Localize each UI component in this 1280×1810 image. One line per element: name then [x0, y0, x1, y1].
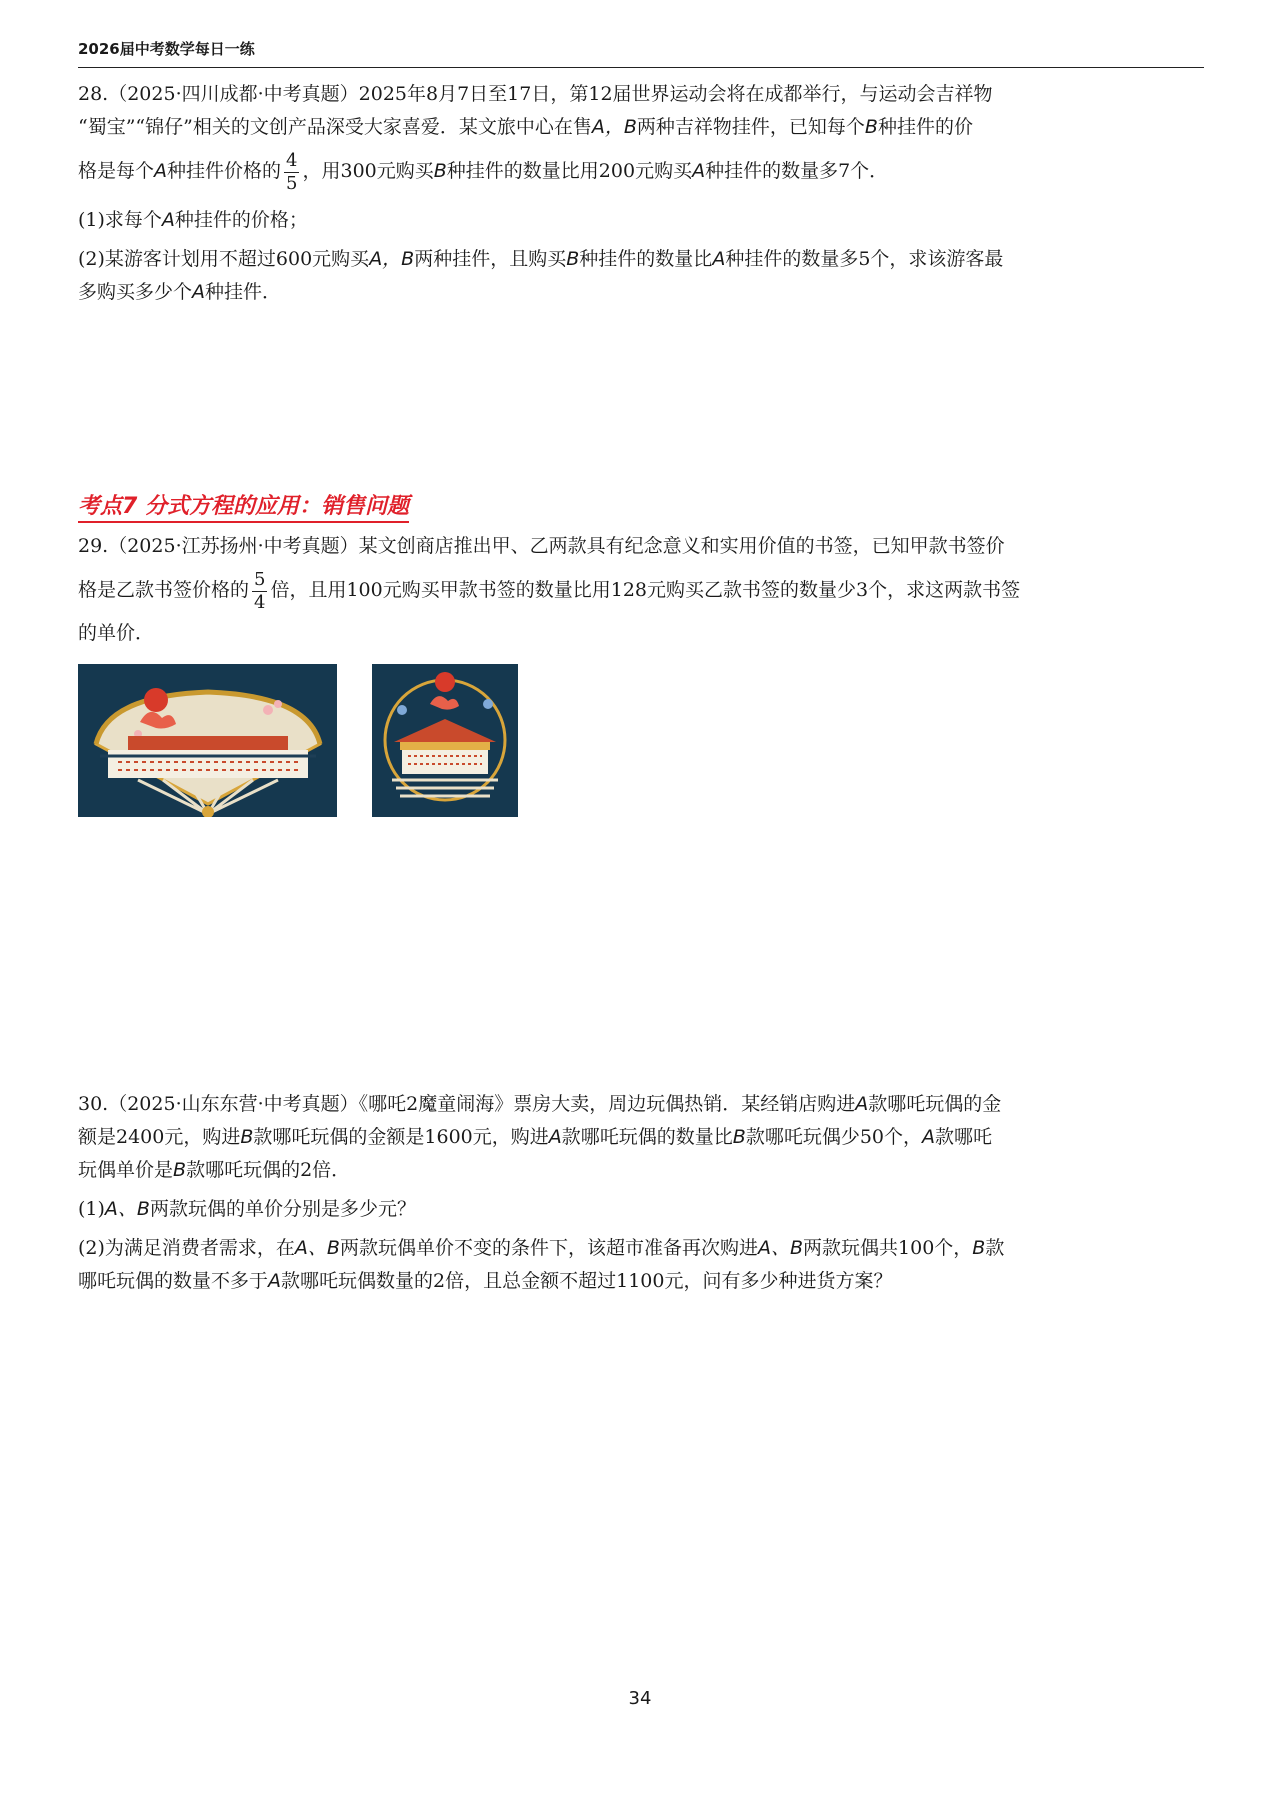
- document-header: [78, 38, 1204, 68]
- q30-part-2: (2)为满足消费者需求，在A、B两款玩偶单价不变的条件下，该超市准备再次购进A、B两款玩偶共100个，B款: [78, 1237, 1005, 1259]
- question-28: 28.（2025·四川成都·中考真题）2025年8月7日至17日，第12届世界运动会将在成都举行，与运动会吉祥物 “蜀宝”“锦仔”相关的文创产品深受大家喜爱．某文旅中心在售A，B两种吉祥物挂件，已知每个B种挂件的价 格是每个A种挂件价格的 $\frac{4}{5}$ ，用300元购买B种挂件的数量比用200元购买A种挂件的数量多7个． (1)求每个A种挂件的价格； (2)某游客计划用不超过600元购买A，B两种挂件，且购买B种挂件的数量比A种挂件的数量多5个，求该游客最 多购买多少个A种挂件．: [78, 78, 1208, 309]
- q28-part-1: (1)求每个A种挂件的价格；: [78, 209, 308, 231]
- header-title: 2026届中考数学每日一练: [78, 40, 255, 58]
- question-30: 30.（2025·山东东营·中考真题）《哪吒2魔童闹海》票房大卖，周边玩偶热销．某经销店购进A款哪吒玩偶的金 额是2400元，购进B款哪吒玩偶的金额是1600元，购进A款哪吒玩偶的数量比B款哪吒玩偶少50个，A款哪吒 玩偶单价是B款哪吒玩偶的2倍． (1)A、B两款玩偶的单价分别是多少元？ (2)为满足消费者需求，在A、B两款玩偶单价不变的条件下，该超市准备再次购进A、B两款玩偶共100个，B款 哪吒玩偶的数量不多于A款哪吒玩偶数量的2倍，且总金额不超过1100元，问有多少种进货方案？: [78, 1088, 1208, 1298]
- page-number: 34: [628, 1688, 652, 1709]
- fraction-5-4: $\frac{5}{4}$: [254, 568, 266, 613]
- fraction-4-5: $\frac{4}{5}$: [286, 149, 298, 194]
- q30-part-1: (1)A、B两款玩偶的单价分别是多少元？: [78, 1198, 416, 1220]
- bookmark-fan-image: [78, 664, 337, 817]
- bookmark-circle-image: [372, 664, 518, 817]
- section-title: 考点7 分式方程的应用：销售问题: [78, 493, 409, 523]
- q28-part-2: (2)某游客计划用不超过600元购买A，B两种挂件，且购买B种挂件的数量比A种挂件的数量多5个，求该游客最: [78, 248, 1004, 270]
- question-29: 29.（2025·江苏扬州·中考真题）某文创商店推出甲、乙两款具有纪念意义和实用价值的书签，已知甲款书签价 格是乙款书签价格的 $\frac{5}{4}$ 倍，且用100元购买甲款书签的数量比用128元购买乙款书签的数量少3个，求这两款书签 的单价．: [78, 535, 1021, 644]
